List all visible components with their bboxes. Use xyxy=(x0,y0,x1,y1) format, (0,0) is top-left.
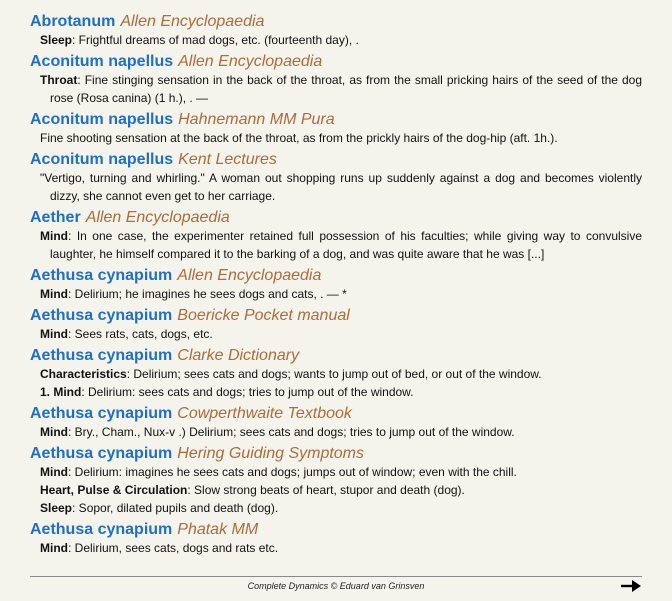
rubric-label: 1. Mind xyxy=(40,385,82,399)
entry-heading xyxy=(30,52,642,71)
entry-heading xyxy=(30,208,642,227)
entry-heading xyxy=(30,444,642,463)
entry-text xyxy=(40,169,642,205)
result-entry xyxy=(30,52,642,107)
source-link[interactable]: Hering Guiding Symptoms xyxy=(177,445,365,462)
rubric-text: : Delirium: sees cats and dogs; tries to jump out of the window. xyxy=(81,385,414,399)
entry-text xyxy=(40,423,642,441)
result-entry xyxy=(30,444,642,517)
result-entry xyxy=(30,520,642,557)
right-arrow-icon xyxy=(620,576,642,596)
entry-heading xyxy=(30,266,642,285)
result-entry xyxy=(30,404,642,441)
entry-heading xyxy=(30,346,642,365)
rubric-text: : Frightful dreams of mad dogs, etc. (fourteenth day), . xyxy=(72,33,359,47)
rubric-label: Heart, Pulse & Circulation xyxy=(40,483,188,497)
rubric-label: Sleep xyxy=(40,33,73,47)
rubric-text: : Delirium, sees cats, dogs and rats etc. xyxy=(68,541,279,555)
remedy-link[interactable]: Aconitum napellus xyxy=(30,151,174,168)
source-link[interactable]: Allen Encyclopaedia xyxy=(120,13,265,30)
entry-text xyxy=(40,227,642,263)
search-results xyxy=(30,12,642,560)
rubric-label: Sleep xyxy=(40,501,73,515)
remedy-link[interactable]: Aethusa cynapium xyxy=(30,307,173,324)
entry-text xyxy=(40,31,642,49)
entry-text xyxy=(40,539,642,557)
rubric-text: : Sees rats, cats, dogs, etc. xyxy=(68,327,213,341)
source-link[interactable]: Allen Encyclopaedia xyxy=(85,209,230,226)
rubric-text: : In one case, the experimenter retained full possession of his faculties; while giving way to convulsive laughter, he himself compared it to the barking of a dog, and was quite aware that he was [...] xyxy=(50,229,642,261)
rubric-label: Throat xyxy=(40,73,78,87)
source-link[interactable]: Phatak MM xyxy=(177,521,259,538)
rubric-label: Mind xyxy=(40,327,68,341)
remedy-link[interactable]: Aethusa cynapium xyxy=(30,267,173,284)
entry-text xyxy=(40,71,642,107)
result-entry xyxy=(30,266,642,303)
source-link[interactable]: Boericke Pocket manual xyxy=(177,307,350,324)
rubric-text: : Delirium; he imagines he sees dogs and cats, . — * xyxy=(68,287,347,301)
source-link[interactable]: Clarke Dictionary xyxy=(177,347,300,364)
rubric-text: : Slow strong beats of heart, stupor and death (dog). xyxy=(187,483,465,497)
rubric-text: : Delirium: imagines he sees cats and dogs; jumps out of window; even with the chill. xyxy=(68,465,517,479)
entry-text xyxy=(40,463,642,481)
source-link[interactable]: Allen Encyclopaedia xyxy=(177,267,322,284)
rubric-label: Characteristics xyxy=(40,367,127,381)
result-entry xyxy=(30,150,642,205)
entry-text xyxy=(40,365,642,383)
remedy-link[interactable]: Abrotanum xyxy=(30,13,116,30)
next-page-button[interactable] xyxy=(620,576,642,596)
rubric-label: Mind xyxy=(40,541,68,555)
entry-heading xyxy=(30,520,642,539)
entry-text xyxy=(40,285,642,303)
rubric-label: Mind xyxy=(40,425,68,439)
rubric-text: : Delirium; sees cats and dogs; wants to jump out of bed, or out of the window. xyxy=(126,367,542,381)
source-link[interactable]: Cowperthwaite Textbook xyxy=(177,405,352,422)
result-entry xyxy=(30,12,642,49)
entry-text xyxy=(40,325,642,343)
rubric-text: : Bry., Cham., Nux-v .) Delirium; sees cats and dogs; tries to jump out of the window. xyxy=(68,425,515,439)
entry-heading xyxy=(30,404,642,423)
entry-text xyxy=(40,383,642,401)
rubric-text: : Fine stinging sensation in the back of the throat, as from the small pricking hairs of the seed of the dog rose (Rosa canina) (1 h.), . — xyxy=(50,73,642,105)
rubric-text: "Vertigo, turning and whirling." A woman out shopping runs up suddenly against a dog and becomes violently dizzy, she cannot even get to her carriage. xyxy=(40,171,642,203)
entry-heading xyxy=(30,150,642,169)
rubric-label: Mind xyxy=(40,465,68,479)
entry-heading xyxy=(30,12,642,31)
result-entry xyxy=(30,346,642,401)
result-entry xyxy=(30,208,642,263)
result-entry xyxy=(30,110,642,147)
footer-copyright: Complete Dynamics © Eduard van Grinsven xyxy=(247,581,425,591)
source-link[interactable]: Hahnemann MM Pura xyxy=(178,111,335,128)
remedy-link[interactable]: Aconitum napellus xyxy=(30,111,174,128)
entry-heading xyxy=(30,306,642,325)
remedy-link[interactable]: Aether xyxy=(30,209,81,226)
rubric-text: Fine shooting sensation at the back of the throat, as from the prickly hairs of the dog-hip (aft. 1h.). xyxy=(40,131,558,145)
entry-heading xyxy=(30,110,642,129)
entry-text xyxy=(40,481,642,499)
rubric-label: Mind xyxy=(40,287,68,301)
remedy-link[interactable]: Aethusa cynapium xyxy=(30,347,173,364)
entry-text xyxy=(40,129,642,147)
remedy-link[interactable]: Aethusa cynapium xyxy=(30,405,173,422)
footer-divider xyxy=(30,576,642,577)
source-link[interactable]: Kent Lectures xyxy=(178,151,277,168)
rubric-label: Mind xyxy=(40,229,68,243)
remedy-link[interactable]: Aconitum napellus xyxy=(30,53,174,70)
entry-text xyxy=(40,499,642,517)
source-link[interactable]: Allen Encyclopaedia xyxy=(178,53,323,70)
remedy-link[interactable]: Aethusa cynapium xyxy=(30,445,173,462)
rubric-text: : Sopor, dilated pupils and death (dog). xyxy=(72,501,279,515)
remedy-link[interactable]: Aethusa cynapium xyxy=(30,521,173,538)
result-entry xyxy=(30,306,642,343)
